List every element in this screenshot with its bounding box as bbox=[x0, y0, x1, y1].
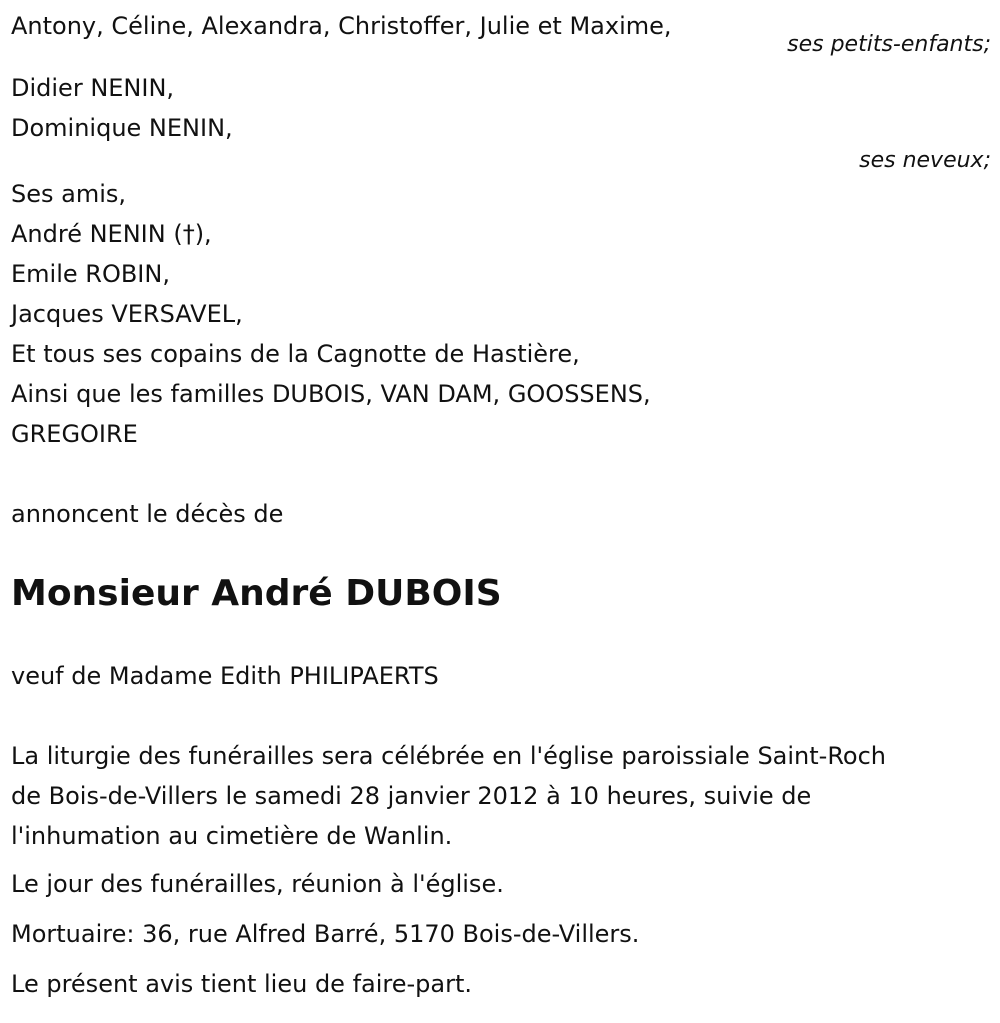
nephew-line: Dominique NENIN, bbox=[11, 114, 233, 142]
nephews-role: ses neveux; bbox=[859, 148, 991, 173]
mortuary-line: Mortuaire: 36, rue Alfred Barré, 5170 Bois-de-Villers. bbox=[11, 920, 640, 948]
death-notice bbox=[11, 0, 991, 1004]
friends-line: Emile ROBIN, bbox=[11, 260, 170, 288]
funeral-line: l'inhumation au cimetière de Wanlin. bbox=[11, 822, 453, 850]
deceased-name: Monsieur André DUBOIS bbox=[11, 573, 502, 614]
friends-line: Ainsi que les familles DUBOIS, VAN DAM, GOOSSENS, bbox=[11, 380, 651, 408]
nephew-line: Didier NENIN, bbox=[11, 74, 175, 102]
grandchildren-role: ses petits-enfants; bbox=[787, 32, 991, 57]
announce-text: annoncent le décès de bbox=[11, 500, 284, 528]
closing-line: Le présent avis tient lieu de faire-part. bbox=[11, 970, 473, 998]
widower-line: veuf de Madame Edith PHILIPAERTS bbox=[11, 662, 439, 690]
gathering-line: Le jour des funérailles, réunion à l'église. bbox=[11, 870, 504, 898]
friends-line: Ses amis, bbox=[11, 180, 127, 208]
funeral-line: de Bois-de-Villers le samedi 28 janvier 2012 à 10 heures, suivie de bbox=[11, 782, 812, 810]
friends-line: André NENIN (†), bbox=[11, 220, 212, 248]
grandchildren-names: Antony, Céline, Alexandra, Christoffer, Julie et Maxime, bbox=[11, 12, 672, 40]
friends-line: Et tous ses copains de la Cagnotte de Hastière, bbox=[11, 340, 580, 368]
friends-line: GREGOIRE bbox=[11, 420, 138, 448]
funeral-line: La liturgie des funérailles sera célébrée en l'église paroissiale Saint-Roch bbox=[11, 742, 887, 770]
friends-line: Jacques VERSAVEL, bbox=[11, 300, 243, 328]
